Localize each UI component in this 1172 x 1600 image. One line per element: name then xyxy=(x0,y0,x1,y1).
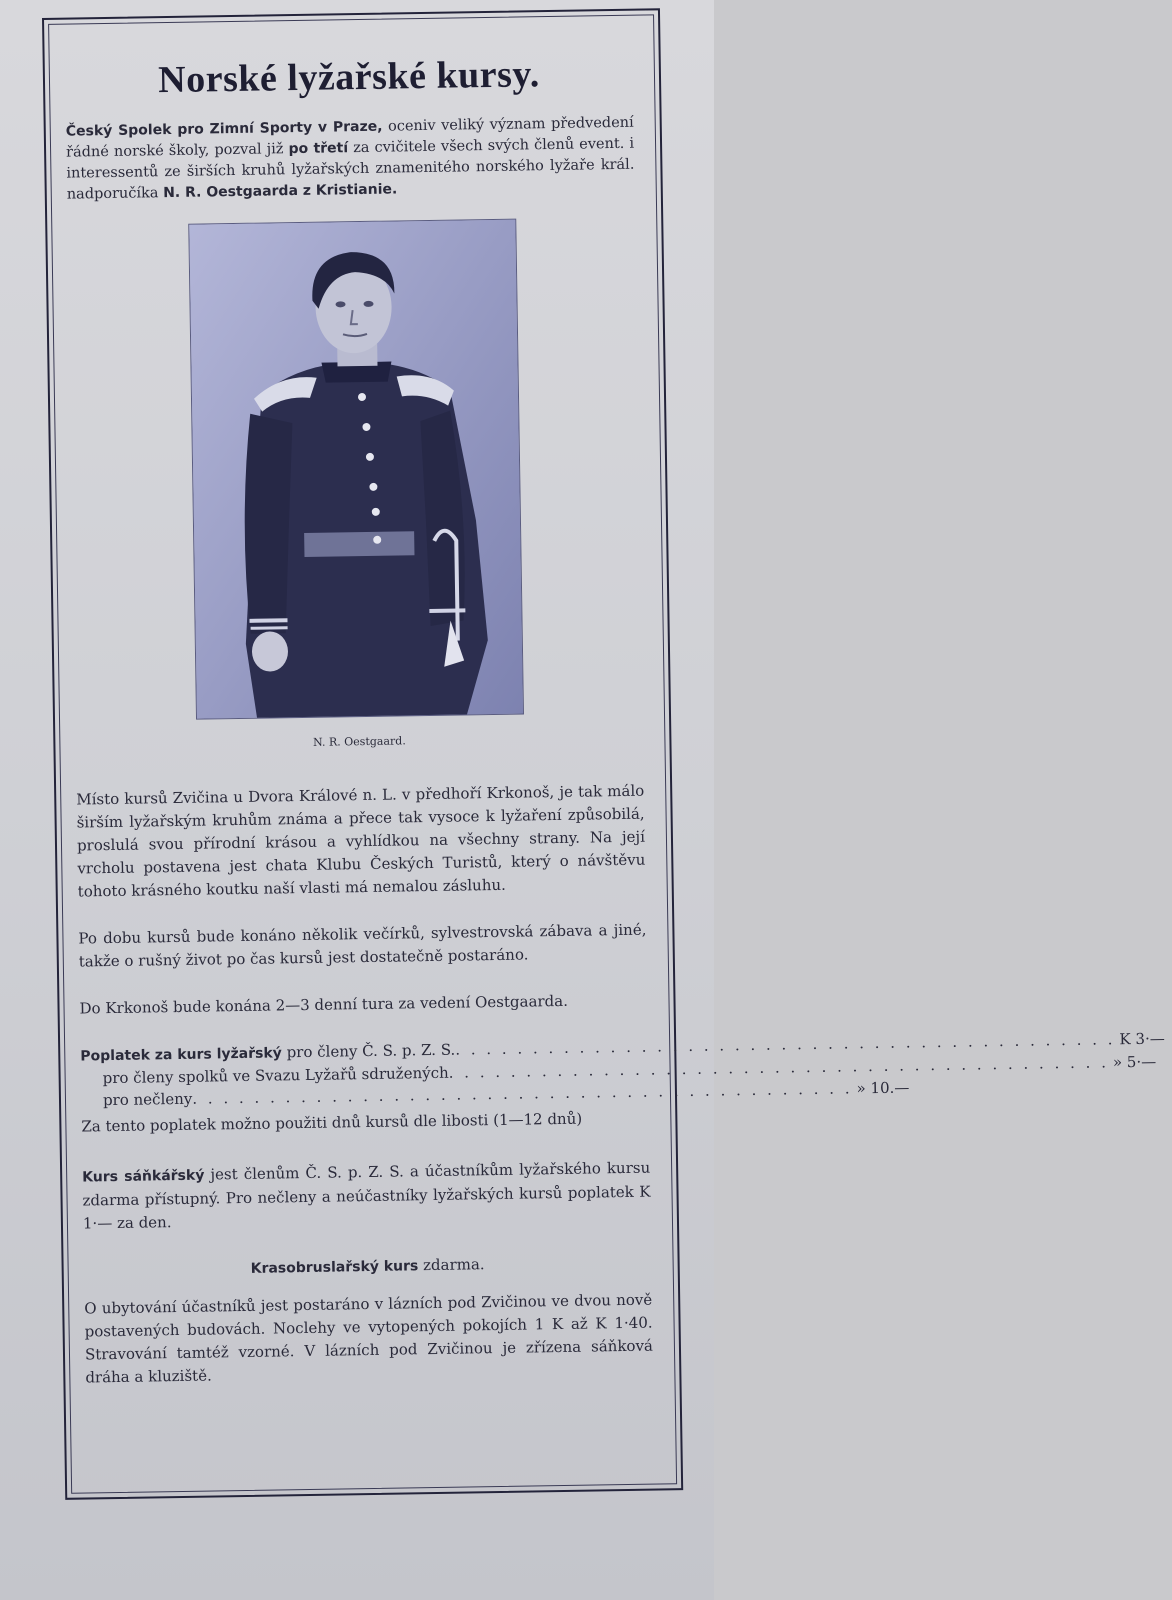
intro-org: Český Spolek pro Zimní Sporty v Praze, xyxy=(65,118,383,140)
fee-row-nonmembers-value: » 10.— xyxy=(856,1078,910,1098)
skating-text: zdarma. xyxy=(418,1255,485,1275)
fee-row-members-value: K 3·— xyxy=(1119,1029,1165,1049)
portrait-illustration xyxy=(189,220,523,719)
page-title: Norské lyžařské kursy. xyxy=(157,53,541,102)
document-content xyxy=(65,51,1165,1390)
intro-paragraph xyxy=(66,113,635,206)
page-border xyxy=(42,8,1165,1500)
intro-text-1: oceniv veliký význam předvedení řádné norské školy, pozval již xyxy=(65,114,634,161)
fee-dots: . . . . . . . . . . . . . . . . . . . . . . . . . . . . . . . . . . . . . . . . . . . xyxy=(455,1030,1116,1059)
intro-name: N. R. Oestgaarda z Kristianie. xyxy=(162,181,398,202)
portrait-figure xyxy=(188,219,522,751)
lodging-paragraph: O ubytování účastníků jest postaráno v lázních pod Zvičinou ve dvou nově postavených budovách. Noclehy ve vytopených pokojích 1 K až K 1·40. Stravování tamtéž vzorné. V lázních pod Zvičinou je zřízena sáňková dráha a kluziště. xyxy=(84,1290,654,1387)
portrait-photo xyxy=(188,219,524,720)
evenings-paragraph: Po dobu kursů bude konáno několik večírků, sylvestrovská zábava a jiné, takže o rušný život po čas kursů jest dostatečně postaráno. xyxy=(78,920,647,971)
tour-paragraph: Do Krkonoš bude konána 2—3 denní tura za vedení Oestgaarda. xyxy=(79,991,569,1018)
sled-heading: Kurs sáňkářský xyxy=(82,1167,205,1186)
skating-paragraph xyxy=(84,1251,652,1284)
intro-bold: po třetí xyxy=(288,140,349,158)
skating-heading: Krasobruslařský kurs xyxy=(250,1258,419,1277)
intro-text-2: za cvičitele všech svých členů event. i interessentů ze širších kruhů lyžařských znamenitého norského lyžaře král. nadporučíka xyxy=(66,135,635,203)
fee-row-members-label: pro členy Č. S. p. Z. S. xyxy=(281,1040,456,1062)
fee-row-union-label: pro členy spolků ve Svazu Lyžařů sdružených xyxy=(102,1063,449,1088)
fees-heading: Poplatek za kurs lyžařský xyxy=(80,1045,282,1065)
portrait-caption: N. R. Oestgaard. xyxy=(312,734,406,749)
fee-row-union-value: » 5·— xyxy=(1112,1052,1157,1072)
fee-dots: . . . . . . . . . . . . . . . . . . . . . . . . . . . . . . . . . . . . . . . . . . . xyxy=(192,1079,853,1108)
sled-paragraph xyxy=(82,1157,651,1236)
place-paragraph: Místo kursů Zvičina u Dvora Králové n. L. v předhoří Krkonoš, je tak málo širším lyžařským kruhům známa a přece tak vysoce k lyžaření způsobilá, proslulá svou přírodní krásou a vyhlídkou na všechny strany. Na její vrcholu postavena jest chata Klubu Českých Turistů, který o návštěvu tohoto krásného koutku naší vlasti má nemalou zásluhu. xyxy=(76,781,646,901)
fee-row-nonmembers-label: pro nečleny xyxy=(102,1089,193,1110)
fee-dots: . . . . . . . . . . . . . . . . . . . . . . . . . . . . . . . . . . . . . . . . . . . xyxy=(448,1053,1110,1082)
fees-note: Za tento poplatek možno použiti dnů kursů dle libosti (1—12 dnů) xyxy=(81,1109,583,1136)
fees-section xyxy=(80,1029,1165,1138)
sled-text: jest členům Č. S. p. Z. S. a účastníkům lyžařského kursu zdarma přístupný. Pro nečleny a neúčastníky lyžařských kursů poplatek K 1·— za den. xyxy=(82,1158,651,1233)
